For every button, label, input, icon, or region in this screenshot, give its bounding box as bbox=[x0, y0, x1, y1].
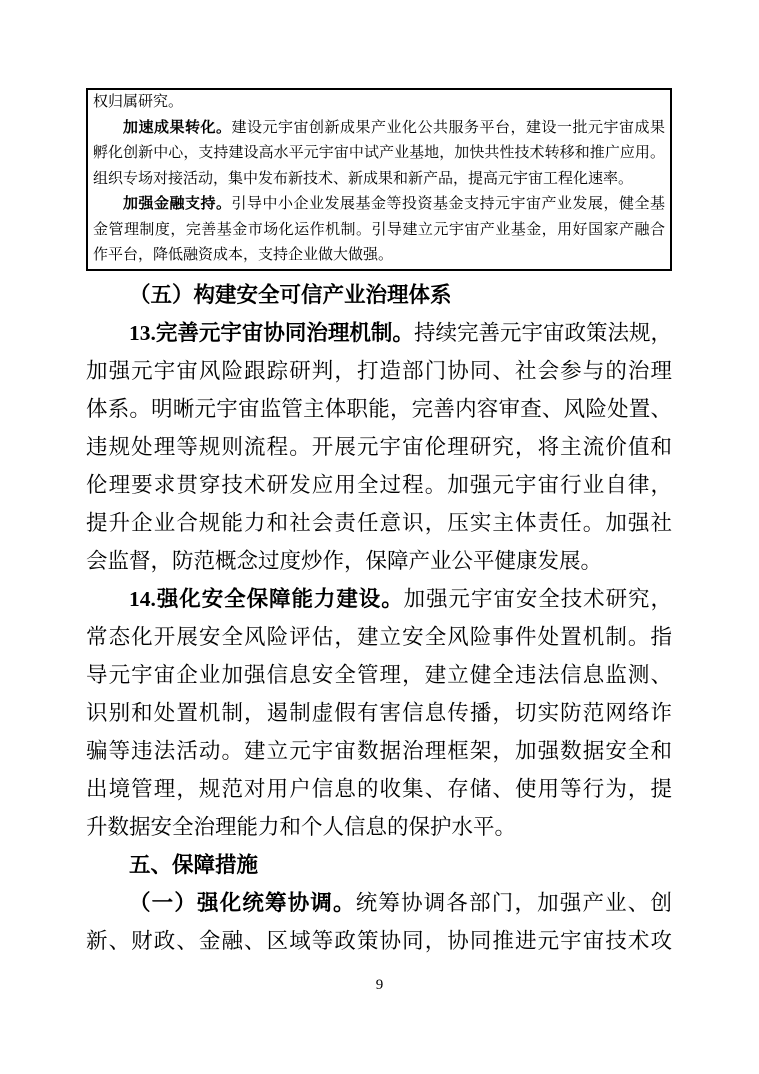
chapter-5-heading: 五、保障措施 bbox=[129, 852, 259, 877]
para-14-line: 导元宇宙企业加强信息安全管理，建立健全违法信息监测、 bbox=[86, 662, 672, 687]
box-line: 权归属研究。 bbox=[93, 94, 184, 110]
para-13-line: 体系。明晰元宇宙监管主体职能，完善内容审查、风险处置、 bbox=[86, 396, 672, 421]
body-text bbox=[86, 276, 672, 960]
para-coordination-line: 新、财政、金融、区域等政策协同，协同推进元宇宙技术攻 bbox=[86, 928, 672, 953]
para-14-line: 骗等违法活动。建立元宇宙数据治理框架，加强数据安全和 bbox=[86, 738, 672, 763]
para-14-lead: 14.强化安全保障能力建设。 bbox=[129, 586, 404, 611]
para-13-line: 提升企业合规能力和社会责任意识，压实主体责任。加强社 bbox=[86, 510, 672, 535]
page-number: 9 bbox=[375, 977, 384, 993]
box-line: 孵化创新中心，支持建设高水平元宇宙中试产业基地，加快共性技术转移和推广应用。 bbox=[93, 145, 665, 161]
para-13-lead: 13.完善元宇宙协同治理机制。 bbox=[129, 320, 414, 345]
box-line bbox=[93, 192, 665, 218]
para-13-text: 持续完善元宇宙政策法规， bbox=[413, 320, 672, 345]
para-coordination-lead: （一）强化统筹协调。 bbox=[129, 890, 356, 915]
para-14-line: 识别和处置机制，遏制虚假有害信息传播，切实防范网络诈 bbox=[86, 700, 672, 725]
para-14-line: 出境管理，规范对用户信息的收集、存储、使用等行为，提 bbox=[86, 776, 672, 801]
box-line bbox=[93, 116, 665, 142]
para-14-text: 加强元宇宙安全技术研究， bbox=[403, 586, 672, 611]
para-13-line bbox=[86, 314, 672, 352]
page-content bbox=[86, 88, 672, 960]
para-14-line bbox=[86, 580, 672, 618]
para-14-line: 升数据安全治理能力和个人信息的保护水平。 bbox=[86, 814, 517, 839]
para-13-line: 加强元宇宙风险跟踪研判，打造部门协同、社会参与的治理 bbox=[86, 358, 672, 383]
para-13-line: 伦理要求贯穿技术研发应用全过程。加强元宇宙行业自律， bbox=[86, 472, 672, 497]
box-line: 金管理制度，完善基金市场化运作机制。引导建立元宇宙产业基金，用好国家产融合 bbox=[93, 221, 665, 238]
box-para3-text: 引导中小企业发展基金等投资基金支持元宇宙产业发展，健全基 bbox=[231, 196, 665, 212]
box-para2-lead: 加速成果转化。 bbox=[123, 119, 232, 136]
para-coordination-line bbox=[86, 884, 672, 922]
box-line: 作平台，降低融资成本，支持企业做大做强。 bbox=[93, 247, 394, 263]
box-para2-text: 建设元宇宙创新成果产业化公共服务平台，建设一批元宇宙成果 bbox=[231, 119, 665, 136]
para-14-line: 常态化开展安全风险评估，建立安全风险事件处置机制。指 bbox=[86, 624, 672, 649]
para-13-line: 违规处理等规则流程。开展元宇宙伦理研究，将主流价值和 bbox=[86, 434, 672, 459]
box-para3-lead: 加强金融支持。 bbox=[123, 196, 232, 212]
box-line: 组织专场对接活动，集中发布新技术、新成果和新产品，提高元宇宙工程化速率。 bbox=[93, 170, 634, 187]
para-13-line: 会监督，防范概念过度炒作，保障产业公平健康发展。 bbox=[86, 548, 603, 573]
section-5-heading: （五）构建安全可信产业治理体系 bbox=[129, 282, 452, 307]
callout-box bbox=[86, 88, 672, 271]
para-coordination-text: 统筹协调各部门，加强产业、创 bbox=[355, 890, 672, 915]
